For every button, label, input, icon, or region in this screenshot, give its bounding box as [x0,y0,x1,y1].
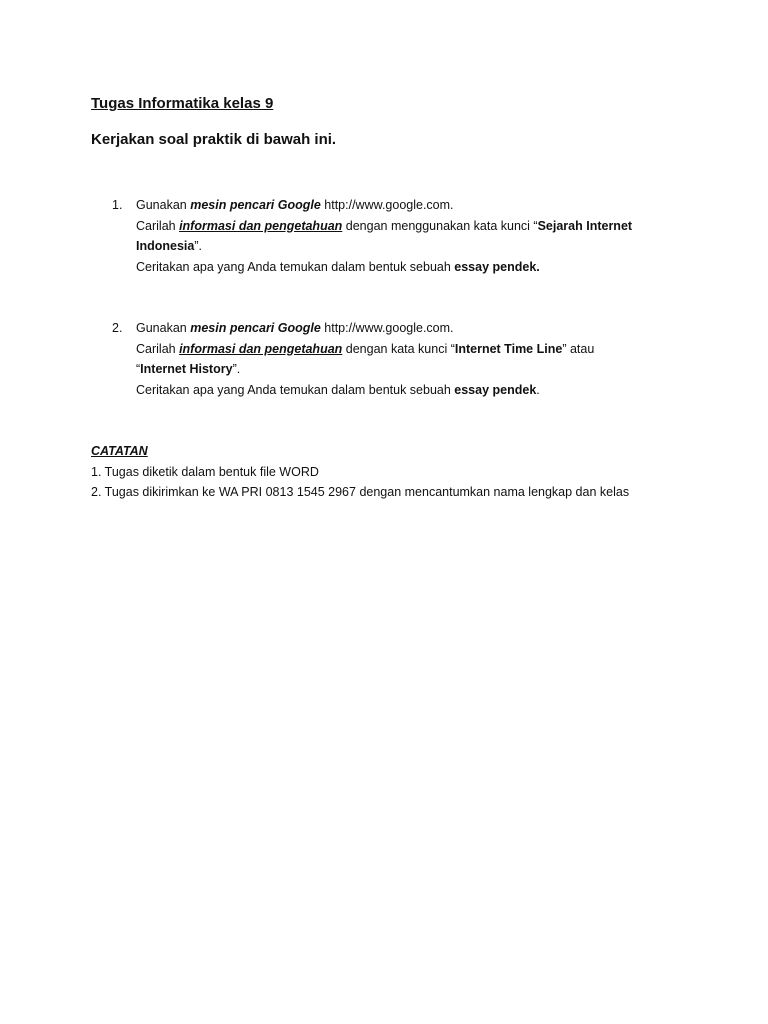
text-run: dengan kata kunci “ [342,341,455,356]
text-run: Gunakan [136,198,191,212]
text-run: ” atau [562,341,595,356]
task-line [136,236,732,257]
text-run: ”. [232,362,241,376]
notes-section [91,441,629,503]
text-run: Carilah [136,218,180,233]
task-item-2 [112,318,732,400]
search-engine-emphasis: mesin pencari Google [190,198,321,212]
text-run: “ [136,362,141,376]
text-run: Gunakan [136,321,191,335]
text-run: ”. [194,239,202,253]
task-line [136,318,732,339]
keyword-bold: Indonesia [136,239,195,253]
task-line [136,339,732,360]
task-line [136,216,732,237]
note-item: 2. Tugas dikirimkan ke WA PRI 0813 1545 2967 dengan mencantumkan nama lengkap dan kelas [91,485,630,499]
text-run: http://www.google.com. [320,198,454,212]
keyword-bold: Internet Time Line [454,341,563,356]
task-line [136,359,732,380]
note-item: 1. Tugas diketik dalam bentuk file WORD [91,464,319,479]
text-run: Ceritakan apa yang Anda temukan dalam bentuk sebuah [136,259,455,274]
search-engine-emphasis: mesin pencari Google [190,321,321,335]
task-number: 1. [112,198,123,212]
task-line [136,380,732,401]
notes-title: CATATAN [91,444,148,458]
text-run: http://www.google.com. [320,321,454,335]
task-body [136,318,732,400]
essay-bold: essay pendek [454,382,537,397]
keyword-bold: Internet History [140,362,233,376]
text-run: dengan menggunakan kata kunci “ [342,218,538,233]
task-line [136,195,732,216]
document-title: Tugas Informatika kelas 9 [91,95,274,112]
essay-bold: essay pendek. [454,259,540,274]
task-item-1 [112,195,732,277]
keyword-bold: Sejarah Internet [537,218,633,233]
task-number: 2. [112,321,123,335]
task-line [136,257,732,278]
text-run: . [536,382,540,397]
document-subtitle: Kerjakan soal praktik di bawah ini. [91,131,337,148]
info-emphasis: informasi dan pengetahuan [179,341,343,356]
text-run: Ceritakan apa yang Anda temukan dalam bentuk sebuah [136,382,455,397]
task-body [136,195,732,277]
info-emphasis: informasi dan pengetahuan [179,218,343,233]
text-run: Carilah [136,341,180,356]
